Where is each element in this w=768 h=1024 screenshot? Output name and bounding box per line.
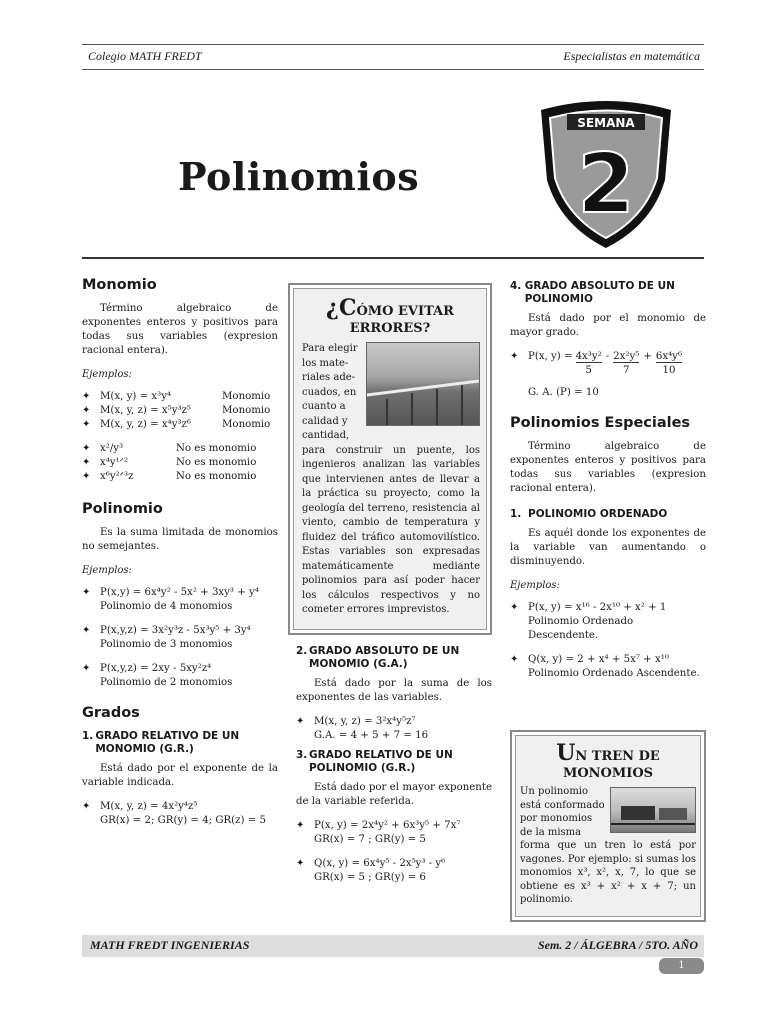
list-item: ✦ x²/y³ No es monomio	[82, 443, 257, 454]
list-item: ✦ M(x, y) = x³y⁴ Monomio	[82, 391, 271, 402]
page-title: Polinomios	[178, 154, 420, 199]
header-tagline: Especialistas en matemática	[563, 49, 700, 63]
grados-heading: Grados	[82, 705, 140, 721]
list-item: ✦ P(x,y) = 6x⁴y² - 5x² + 3xy³ + y⁴ Polinomio de 4 monomios	[82, 587, 259, 612]
column-left	[82, 278, 278, 828]
box-errores-title: ¿CÓMO EVITAR ERRORES?	[326, 295, 454, 336]
list-item: ✦ M(x, y, z) = 3²x⁴y⁵z⁷ G.A. = 4 + 5 + 7 = 16	[296, 716, 429, 741]
monomio-heading: Monomio	[82, 277, 157, 293]
header-school: Colegio MATH FREDT	[88, 49, 202, 63]
train-photo	[610, 787, 696, 833]
list-item: ✦ P(x, y) = 2x⁴y² + 6x³y⁵ + 7x⁷ GR(x) = 7 ; GR(y) = 5	[296, 820, 461, 845]
list-item: ✦ Q(x, y) = 6x⁴y⁵ - 2x⁵y³ - y⁶ GR(x) = 5 ; GR(y) = 6	[296, 858, 446, 883]
sidebar-box-errores: ¿CÓMO EVITAR ERRORES? Para elegir los mate- riales ade- cuados, en cuanto a calidad y cantidad, para construir un puente, los ingenieros analizan las variables que intervienen antes de llevar a la práctica su proyecto, como la geología del terreno, resistencia al viento, cambio de temperatura y fluidez del tráfico automovilístico. Estas variables son expresadas matemáticamente mediante polinomios para así poder hacer los cálculos respectivos y no cometer errores imprevistos.	[288, 283, 492, 635]
list-item: ✦ P(x,y,z) = 3x²y³z - 5x³y⁵ + 3y⁴ Polinomio de 3 monomios	[82, 625, 251, 650]
list-item: ✦ M(x, y, z) = 4x²y⁴z⁵ GR(x) = 2; GR(y) = 4; GR(z) = 5	[82, 801, 266, 826]
list-item: ✦ P(x,y,z) = 2xy - 5xy²z⁴ Polinomio de 2 monomios	[82, 663, 233, 688]
footer-left: MATH FREDT INGENIERIAS	[90, 938, 250, 952]
section-2-text: Está dado por la suma de los exponentes de las variables.	[296, 678, 492, 703]
box-tren-body: forma que un tren lo está por vagones. Por ejemplo: si sumas los monomios x³, x², x, 7, lo que se obtiene es x³ + x² + x + 7; un polinomio.	[520, 840, 696, 905]
bridge-photo	[366, 342, 480, 426]
sidebar-box-tren: UN TREN DE MONOMIOS Un polinomio está conformado por monomios de la misma forma que un tren lo está por vagones. Por ejemplo: si sumas los monomios x³, x², x, 7, lo que se obtiene es x³ + x² + x + 7; un polinomio.	[510, 730, 706, 922]
page-footer	[82, 935, 704, 957]
section-1-title: 1. GRADO RELATIVO DE UN MONOMIO (G.R.)	[82, 730, 240, 755]
week-badge-shield	[537, 100, 675, 250]
section-2-title: 2. GRADO ABSOLUTO DE UN MONOMIO (G.A.)	[296, 645, 460, 670]
badge-number: 2	[577, 137, 635, 232]
box-tren-title: UN TREN DE MONOMIOS	[556, 740, 660, 781]
ordenado-text: Es aquél donde los exponentes de la variable van aumentando o disminuyendo.	[510, 528, 706, 567]
polinomio-heading: Polinomio	[82, 501, 163, 517]
list-item: ✦ x⁴y¹ᐟ² No es monomio	[82, 457, 257, 468]
especiales-text: Término algebraico de exponentes enteros y positivos para todas sus variables (expresion racional entera).	[510, 441, 706, 494]
list-item: ✦ M(x, y, z) = x⁴y³z⁶ Monomio	[82, 419, 271, 430]
page-header	[82, 44, 704, 70]
column-middle	[296, 645, 492, 885]
section-4-result: G. A. (P) = 10	[528, 387, 599, 398]
polinomio-examples-label: Ejemplos:	[82, 565, 132, 576]
section-4-text: Está dado por el monomio de mayor grado.	[510, 313, 706, 338]
list-item: ✦ M(x, y, z) = x⁵y³z⁵ Monomio	[82, 405, 271, 416]
section-3-title: 3. GRADO RELATIVO DE UN POLINOMIO (G.R.)	[296, 749, 453, 774]
ordenado-title: 1. POLINOMIO ORDENADO	[510, 508, 668, 520]
list-item: ✦ Q(x, y) = 2 + x⁴ + 5x⁷ + x¹⁰ Polinomio Ordenado Ascendente.	[510, 654, 700, 679]
section-3-text: Está dado por el mayor exponente de la variable referida.	[296, 782, 492, 807]
page-number: 1	[659, 958, 704, 974]
column-right	[510, 280, 706, 681]
section-4-title: 4. GRADO ABSOLUTO DE UN POLINOMIO	[510, 280, 675, 305]
polinomio-text: Es la suma limitada de monomios no semejantes.	[82, 527, 278, 552]
list-item: ✦ x⁶y²ᐟ³z No es monomio	[82, 471, 257, 482]
list-item: ✦ P(x, y) = $\frac{\text{4x³y²}}{5}$ - 2x²y⁵ 7 + $\frac{\text{6x⁴y⁶}}{10}$	[510, 351, 683, 376]
list-item: ✦ P(x, y) = x¹⁶ - 2x¹⁰ + x² + 1 Polinomio Ordenado Descendente.	[510, 602, 667, 641]
especiales-heading: Polinomios Especiales	[510, 415, 691, 431]
monomio-text: Término algebraico de exponentes enteros y positivos para todas sus variables (expresion racional entera).	[82, 303, 278, 356]
ordenado-examples-label: Ejemplos:	[510, 580, 560, 591]
badge-label: SEMANA	[577, 116, 635, 130]
title-rule	[82, 257, 704, 259]
footer-right: Sem. 2 / ÁLGEBRA / 5TO. AÑO	[537, 938, 698, 952]
monomio-examples-label: Ejemplos:	[82, 369, 132, 380]
section-1-text: Está dado por el exponente de la variable indicada.	[82, 763, 278, 788]
box-errores-body: para construir un puente, los ingenieros analizan las variables que intervienen antes de llevar a la práctica su proyecto, como la geología del terreno, resistencia al viento, cambio de temperatura y fluidez del tráfico automovilístico. Estas variables son expresadas matemáticamente mediante polinomios para así poder hacer los cálculos respectivos y no cometer errores imprevistos.	[302, 444, 480, 615]
